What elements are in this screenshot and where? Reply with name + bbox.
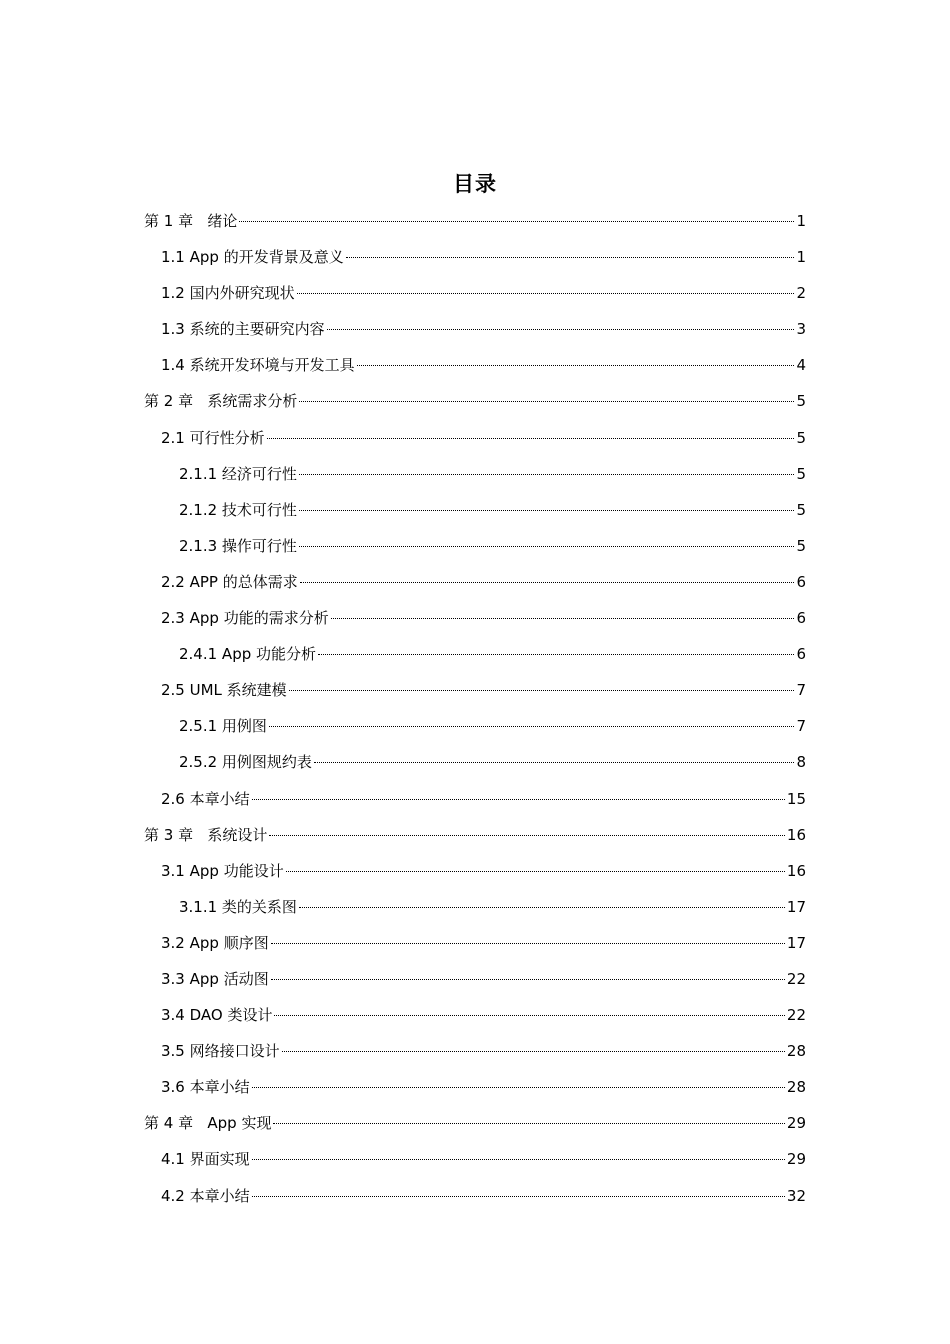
dot-leader [252,1087,785,1088]
toc-entry[interactable] [144,817,806,853]
toc-page-number: 5 [796,392,806,411]
toc-entry[interactable] [144,203,806,239]
dot-leader [314,762,795,763]
toc-entry[interactable] [144,347,806,383]
toc-page-number: 22 [786,969,806,988]
toc-entry[interactable] [144,383,806,419]
toc-page-number: 3 [796,320,806,339]
dot-leader [286,871,785,872]
toc-entry[interactable] [144,311,806,347]
dot-leader [269,835,785,836]
dot-leader [299,907,785,908]
toc-entry-label: 2.1 可行性分析 [161,428,265,447]
toc-entry[interactable] [144,1105,806,1141]
toc-entry[interactable] [144,781,806,817]
dot-leader [252,1159,785,1160]
toc-entry-label: 3.5 网络接口设计 [161,1042,280,1061]
toc-page-number: 28 [786,1042,806,1061]
toc-entry[interactable] [144,564,806,600]
toc-entry[interactable] [144,708,806,744]
toc-page-number: 8 [796,753,806,772]
toc-entry-label: 2.1.1 经济可行性 [179,464,297,483]
toc-page-number: 28 [786,1078,806,1097]
toc-entry-label: 2.2 APP 的总体需求 [161,572,298,591]
toc-entry-label: 2.3 App 功能的需求分析 [161,609,329,628]
dot-leader [289,690,795,691]
toc-entry-label: 2.4.1 App 功能分析 [179,645,317,664]
toc-entry-label: 2.6 本章小结 [161,789,250,808]
toc-page-number: 5 [796,428,806,447]
toc-page-number: 16 [786,825,806,844]
toc-entry-label: 1.3 系统的主要研究内容 [161,320,325,339]
dot-leader [299,510,795,511]
toc-entry[interactable] [144,1178,806,1214]
dot-leader [299,401,794,402]
toc-entry[interactable] [144,672,806,708]
toc-entry[interactable] [144,1141,806,1177]
toc-entry[interactable] [144,600,806,636]
toc-page-number: 4 [796,356,806,375]
dot-leader [282,1051,785,1052]
toc-page-number: 6 [796,572,806,591]
toc-page-number: 2 [796,284,806,303]
toc-page-number: 17 [786,933,806,952]
dot-leader [299,546,795,547]
toc-entry-label: 第 1 章 绪论 [144,212,238,230]
toc-page-number: 15 [786,789,806,808]
dot-leader [269,726,795,727]
dot-leader [273,1123,784,1124]
toc-entry-label: 第 2 章 系统需求分析 [144,392,298,411]
dot-leader [299,474,795,475]
toc-title: 目录 [453,172,497,196]
toc-page-number: 6 [796,645,806,664]
toc-entry[interactable] [144,744,806,780]
toc-entry-label: 第 3 章 系统设计 [144,825,268,844]
dot-leader [267,438,795,439]
toc-page-number: 22 [786,1006,806,1025]
toc-page-number: 17 [786,897,806,916]
toc-entry-label: 2.5.1 用例图 [179,717,267,736]
toc-entry[interactable] [144,961,806,997]
dot-leader [300,582,795,583]
toc-page-number: 6 [796,609,806,628]
toc-entry-label: 4.2 本章小结 [161,1186,250,1205]
dot-leader [252,799,785,800]
toc-entry[interactable] [144,420,806,456]
dot-leader [297,293,795,294]
toc-entry-label: 3.1 App 功能设计 [161,861,284,880]
toc-page-number: 5 [796,536,806,555]
toc-entry[interactable] [144,456,806,492]
dot-leader [252,1196,785,1197]
toc-entry[interactable] [144,275,806,311]
toc-entry[interactable] [144,239,806,275]
dot-leader [271,979,785,980]
dot-leader [271,943,785,944]
toc-page-number: 7 [796,681,806,700]
dot-leader [274,1015,784,1016]
toc-entry-label: 1.2 国内外研究现状 [161,284,295,303]
toc-entry-label: 2.1.3 操作可行性 [179,536,297,555]
toc-entry[interactable] [144,997,806,1033]
table-of-contents [144,203,806,1214]
toc-entry-label: 2.5.2 用例图规约表 [179,753,312,772]
toc-page-number: 5 [796,464,806,483]
toc-entry-label: 2.1.2 技术可行性 [179,500,297,519]
dot-leader [331,618,795,619]
toc-entry-label: 1.4 系统开发环境与开发工具 [161,356,355,375]
toc-entry[interactable] [144,853,806,889]
toc-entry-label: 3.3 App 活动图 [161,969,269,988]
toc-entry[interactable] [144,1069,806,1105]
dot-leader [239,221,794,222]
dot-leader [357,365,795,366]
dot-leader [327,329,795,330]
dot-leader [346,257,795,258]
toc-page-number: 29 [786,1114,806,1133]
toc-page-number: 1 [796,248,806,267]
toc-entry[interactable] [144,889,806,925]
toc-entry-label: 3.6 本章小结 [161,1078,250,1097]
toc-page-number: 1 [796,212,806,230]
toc-entry[interactable] [144,925,806,961]
dot-leader [318,654,794,655]
toc-entry[interactable] [144,528,806,564]
toc-entry-label: 3.2 App 顺序图 [161,933,269,952]
toc-entry[interactable] [144,636,806,672]
toc-page-number: 16 [786,861,806,880]
toc-page-number: 32 [786,1186,806,1205]
toc-entry-label: 第 4 章 App 实现 [144,1114,272,1133]
toc-entry-label: 1.1 App 的开发背景及意义 [161,248,344,267]
toc-entry[interactable] [144,492,806,528]
toc-entry-label: 3.4 DAO 类设计 [161,1006,273,1025]
toc-page-number: 29 [786,1150,806,1169]
toc-page-number: 7 [796,717,806,736]
toc-entry-label: 3.1.1 类的关系图 [179,897,297,916]
toc-entry[interactable] [144,1033,806,1069]
toc-entry-label: 4.1 界面实现 [161,1150,250,1169]
toc-entry-label: 2.5 UML 系统建模 [161,681,287,700]
toc-page-number: 5 [796,500,806,519]
